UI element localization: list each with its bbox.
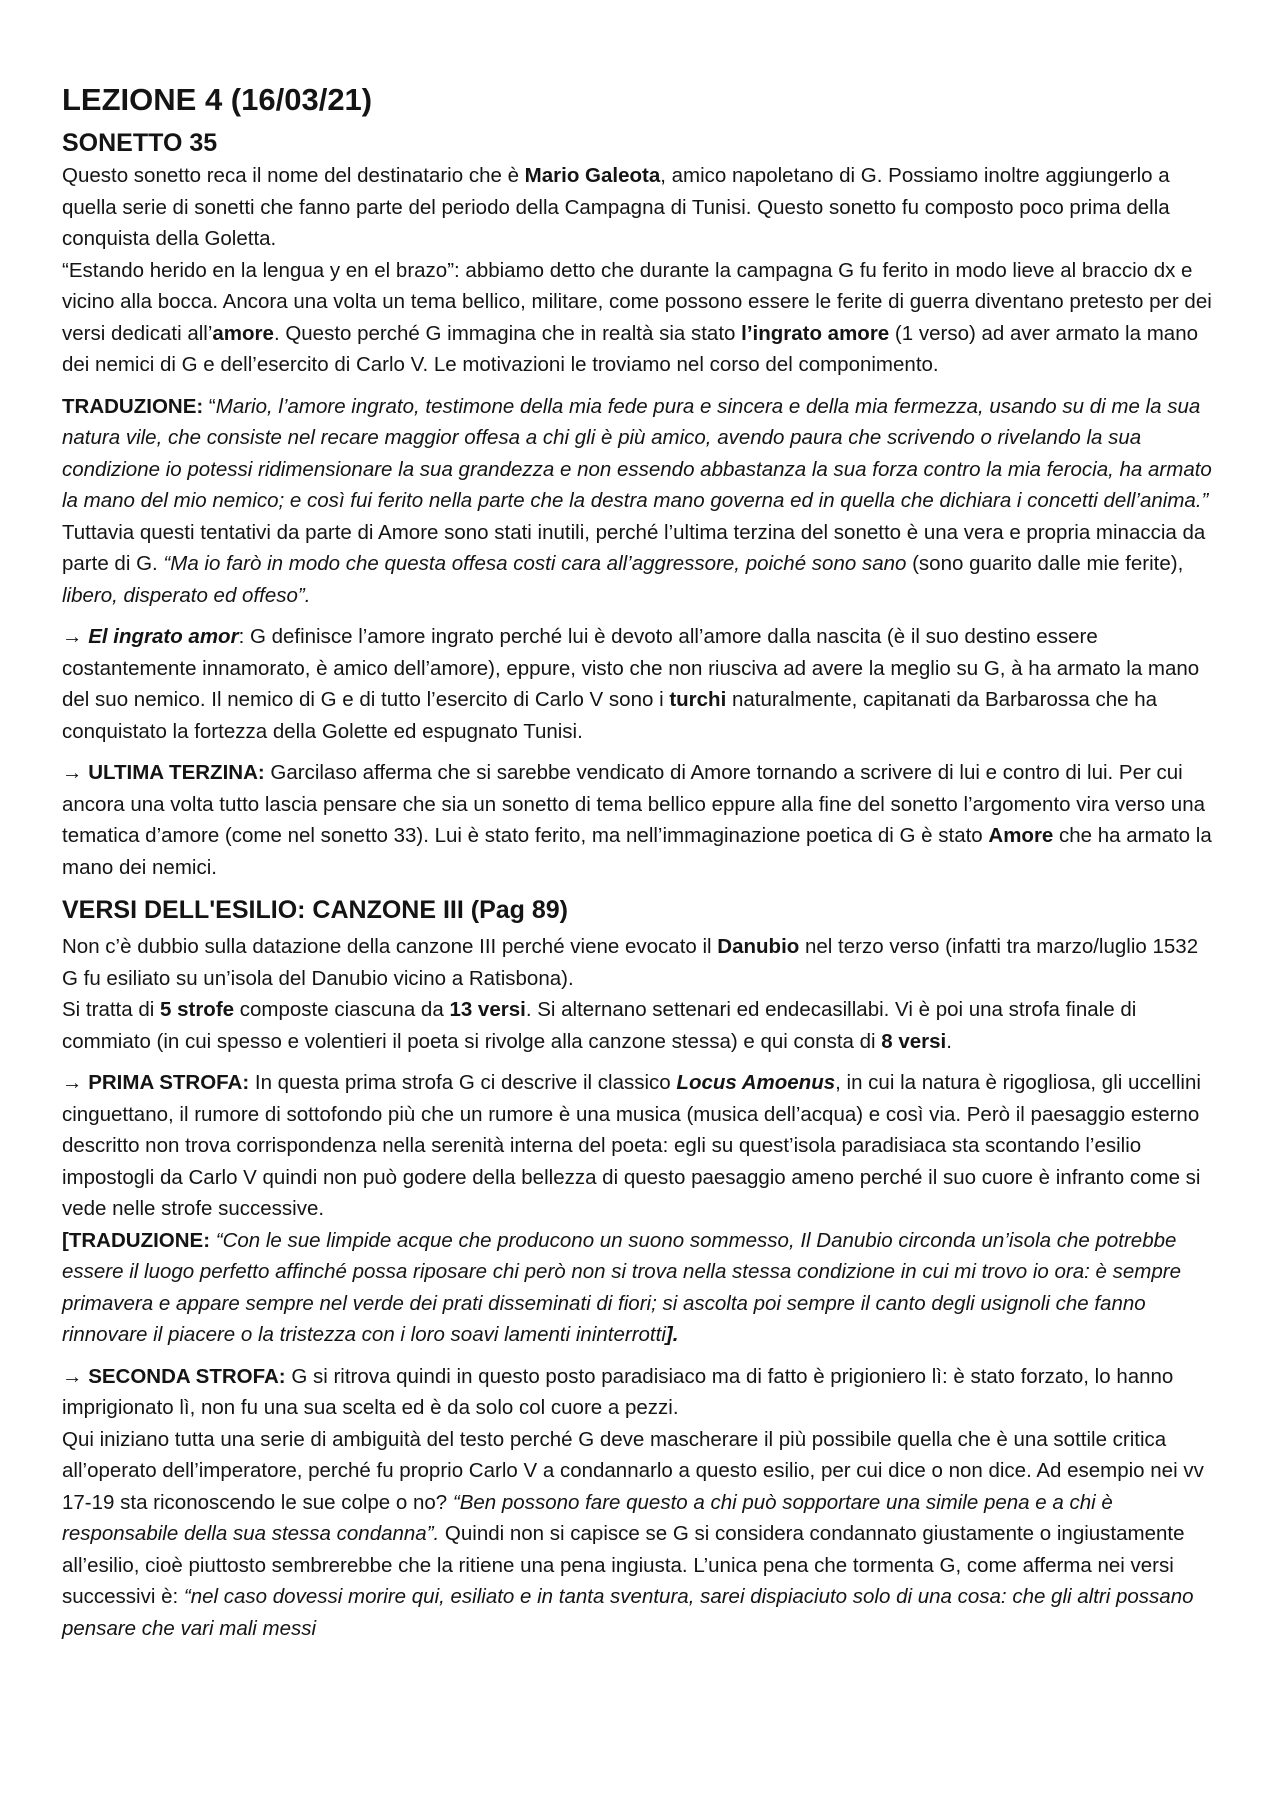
paragraph-canzone-dating: Non c’è dubbio sulla datazione della canzone III perché viene evocato il Danubio nel terzo verso (infatti tra marzo/luglio 1532 G fu esiliato su un’isola del Danubio vicino a Ratisbona). — [62, 935, 1199, 990]
paragraph-canzone-structure: Si tratta di 5 strofe composte ciascuna da 13 versi. Si alternano settenari ed endecasillabi. Vi è poi una strofa finale di commiato (in cui spesso e volentieri il poeta si rivolge alla canzone stessa) e qui consta di 8 versi. — [62, 998, 1137, 1053]
paragraph-ultima-terzina: → ULTIMA TERZINA: Garcilaso afferma che si sarebbe vendicato di Amore tornando a scrivere di lui e contro di lui. Per cui ancora una volta tutto lascia pensare che sia un sonetto di tema bellico eppure alla fine del sonetto l’argomento vira verso una tematica d’amore (come nel sonetto 33). Lui è stato ferito, ma nell’immaginazione poetica di G è stato Amore che ha armato la mano dei nemici. — [62, 761, 1212, 879]
section-heading-canzone: VERSI DELL'ESILIO: CANZONE III (Pag 89) — [62, 896, 569, 924]
arrow-icon: → — [62, 625, 89, 648]
paragraph-seconda-strofa: → SECONDA STROFA: G si ritrova quindi in questo posto paradisiaco ma di fatto è prigioniero lì: è stato forzato, lo hanno imprigionato lì, non fu una sua scelta ed è da solo col cuore a pezzi. — [62, 1364, 1174, 1419]
section-heading-sonetto: SONETTO 35 — [62, 129, 218, 157]
paragraph-ingrato-amor: → El ingrato amor: G definisce l’amore ingrato perché lui è devoto all’amore dalla nascita (è il suo destino essere costantemente innamorato, è amico dell’amore), eppure, visto che non riusciva ad avere la meglio su G, à ha armato la mano del suo nemico. Il nemico di G e di tutto l’esercito di Carlo V sono i turchi naturalmente, capitanati da Barbarossa che ha conquistato la fortezza della Golette ed espugnato Tunisi. — [62, 625, 1200, 743]
paragraph-sonetto-context: “Estando herido en la lengua y en el brazo”: abbiamo detto che durante la campagna G fu ferito in modo lieve al braccio dx e vicino alla bocca. Ancora una volta un tema bellico, militare, come possono essere le ferite di guerra diventano pretesto per dei versi dedicati all’amore. Questo perché G immagina che in realtà sia stato l’ingrato amore (1 verso) ad aver armato la mano dei nemici di G e dell’esercito di Carlo V. Le motivazioni le troviamo nel corso del componimento. — [62, 258, 1212, 376]
paragraph-sonetto-intro: Questo sonetto reca il nome del destinatario che è Mario Galeota, amico napoletano di G. Possiamo inoltre aggiungerlo a quella serie di sonetti che fanno parte del periodo della Campagna di Tunisi. Questo sonetto fu composto poco prima della conquista della Goletta. — [62, 164, 1170, 250]
arrow-icon: → — [62, 1071, 89, 1094]
paragraph-prima-strofa: → PRIMA STROFA: In questa prima strofa G ci descrive il classico Locus Amoenus, in cui la natura è rigogliosa, gli uccellini cinguettano, il rumore di sottofondo più che un rumore è una musica (musica dell’acqua) e così via. Però il paesaggio esterno descritto non trova corrispondenza nella serenità interna del poeta: egli su quest’isola paradisiaca sta scontando l’esilio impostogli da Carlo V quindi non può godere della bellezza di questo paesaggio ameno perché il suo cuore è infranto come si vede nelle strofe successive. — [62, 1071, 1201, 1220]
arrow-icon: → — [62, 1364, 89, 1388]
paragraph-seconda-strofa-analysis: Qui iniziano tutta una serie di ambiguità del testo perché G deve mascherare il più possibile quella che è una sottile critica all’operato dell’imperatore, perché fu proprio Carlo V a condannarlo a questo esilio, per cui dice o non dice. Ad esempio nei vv 17-19 sta riconoscendo le sue colpe o no? “Ben possono fare questo a chi può sopportare una simile pena e a chi è responsabile della sua stessa condanna”. Quindi non si capisce se G si considera condannato giustamente o ingiustamente all’esilio, cioè piuttosto sembrerebbe che la ritiene una pena ingiusta. L’unica pena che tormenta G, come afferma nei versi successivi è: “nel caso dovessi morire qui, esiliato e in tanta sventura, sarei dispiaciuto solo di una cosa: che gli altri possano pensare che vari mali messi — [62, 1427, 1204, 1640]
arrow-icon: → — [62, 761, 89, 784]
paragraph-sonetto-translation: TRADUZIONE: “Mario, l’amore ingrato, testimone della mia fede pura e sincera e della mia fermezza, usando su di me la sua natura vile, che consiste nel recare maggior offesa a chi gli è più amico, avendo paura che scrivendo o rivelando la sua condizione io potessi ridimensionare la sua grandezza e non essendo abbastanza la sua forza contro la mia ferocia, ha armato la mano del mio nemico; e così fui ferito nella parte che la destra mano governa ed in quella che dichiara i concetti dell’anima.” Tuttavia questi tentativi da parte di Amore sono stati inutili, perché l’ultima terzina del sonetto è una vera e propria minaccia da parte di G. “Ma io farò in modo che questa offesa costi cara all’aggressore, poiché sono sano (sono guarito dalle mie ferite), libero, disperato ed offeso”. — [62, 394, 1212, 607]
lesson-title: LEZIONE 4 (16/03/21) — [62, 82, 373, 117]
paragraph-canzone-translation: [TRADUZIONE: “Con le sue limpide acque che producono un suono sommesso, Il Danubio circonda un’isola che potrebbe essere il luogo perfetto affinché possa riposare chi però non si trova nella stessa condizione in cui mi trovo io ora: è sempre primavera e appare sempre nel verde dei prati disseminati di fiori; si ascolta poi sempre il canto degli usignoli che fanno rinnovare il piacere o la tristezza con i loro soavi lamenti ininterrotti]. — [62, 1228, 1181, 1346]
